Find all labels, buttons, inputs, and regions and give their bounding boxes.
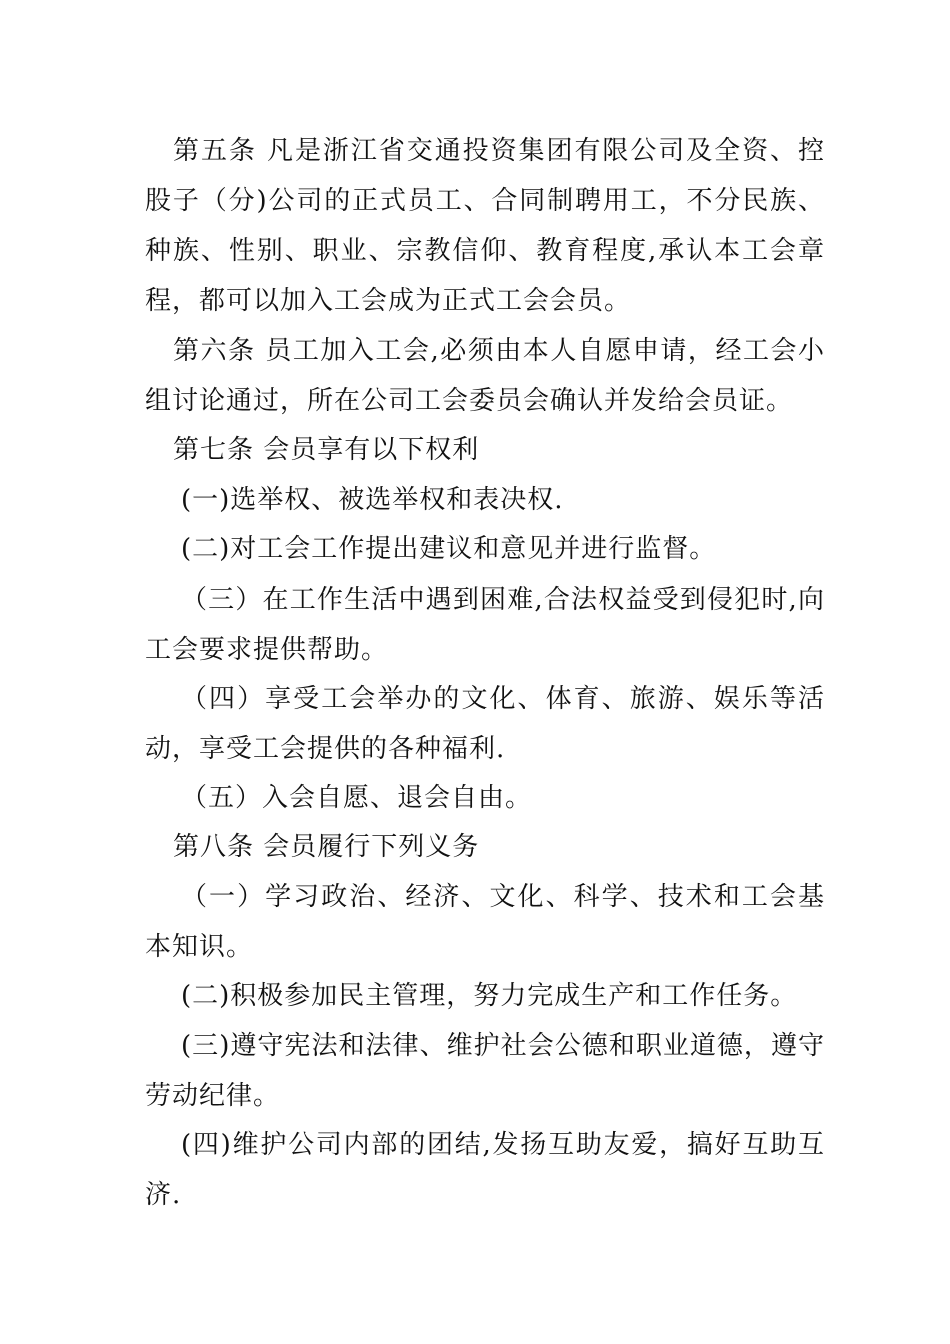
article-8-heading: 第八条 会员履行下列义务: [173, 832, 480, 862]
article-7-item-3: （三）在工作生活中遇到困难,合法权益受到侵犯时,向工会要求提供帮助。: [145, 585, 825, 665]
article-8-item-2: (二)积极参加民主管理，努力完成生产和工作任务。: [181, 981, 798, 1011]
article-7-item-1: (一)选举权、被选举权和表决权.: [181, 485, 564, 515]
article-5-paragraph: 第五条 凡是浙江省交通投资集团有限公司及全资、控股子（分)公司的正式员工、合同制聘用工，不分民族、种族、性别、职业、宗教信仰、教育程度,承认本工会章程，都可以加入工会成为正式工会会员。: [145, 136, 825, 316]
article-7-heading: 第七条 会员享有以下权利: [173, 435, 480, 465]
article-7-item-4: （四）享受工会举办的文化、体育、旅游、娱乐等活动，享受工会提供的各种福利.: [145, 684, 825, 764]
article-8-item-4: (四)维护公司内部的团结,发扬互助友爱，搞好互助互济.: [145, 1130, 825, 1210]
article-6-paragraph: 第六条 员工加入工会,必须由本人自愿申请，经工会小组讨论通过，所在公司工会委员会确认并发给会员证。: [145, 336, 825, 416]
article-8-item-3: (三)遵守宪法和法律、维护社会公德和职业道德，遵守劳动纪律。: [145, 1031, 825, 1111]
article-8-item-1: （一）学习政治、经济、文化、科学、技术和工会基本知识。: [145, 882, 825, 962]
article-7-item-5: （五）入会自愿、退会自由。: [181, 783, 533, 813]
article-7-item-2: (二)对工会工作提出建议和意见并进行监督。: [181, 534, 717, 564]
